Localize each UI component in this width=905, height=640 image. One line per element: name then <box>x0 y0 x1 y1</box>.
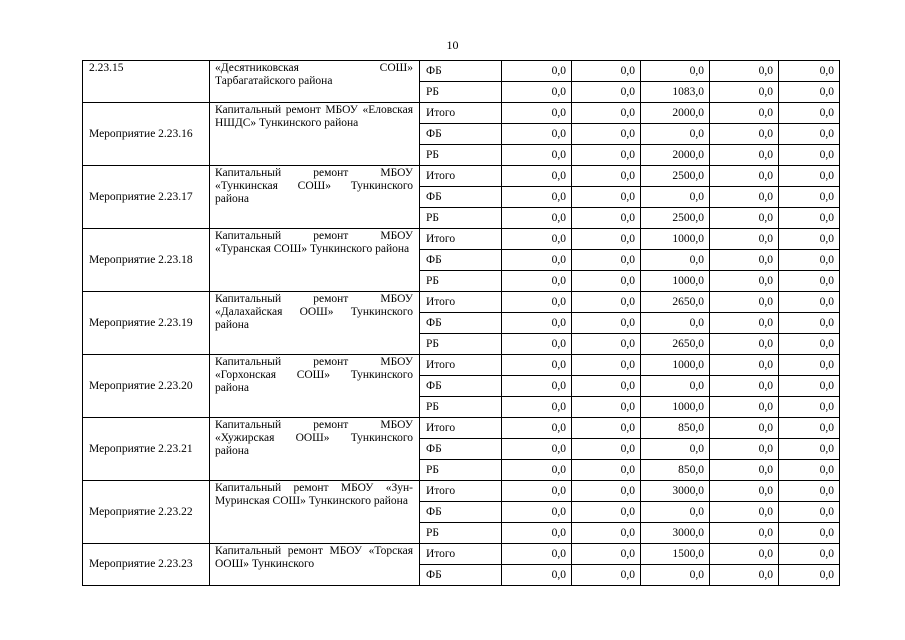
amount-cell: 0,0 <box>572 250 641 271</box>
amount-cell: 0,0 <box>572 124 641 145</box>
event-code-cell: Мероприятие 2.23.17 <box>83 166 210 229</box>
amount-cell: 2000,0 <box>641 103 710 124</box>
table-row <box>83 544 840 565</box>
amount-cell: 0,0 <box>502 250 572 271</box>
amount-cell: 0,0 <box>572 544 641 565</box>
funding-source-cell: ФБ <box>420 565 502 586</box>
amount-cell: 0,0 <box>779 292 840 313</box>
amount-cell: 0,0 <box>502 82 572 103</box>
table-row <box>83 355 840 376</box>
event-description-cell <box>210 355 420 418</box>
funding-source-cell: РБ <box>420 397 502 418</box>
amount-cell: 0,0 <box>710 208 779 229</box>
amount-cell: 0,0 <box>779 397 840 418</box>
funding-source-cell: ФБ <box>420 502 502 523</box>
table-row <box>83 418 840 439</box>
amount-cell: 0,0 <box>502 376 572 397</box>
amount-cell: 0,0 <box>779 61 840 82</box>
table-row <box>83 481 840 502</box>
funding-source-cell: РБ <box>420 145 502 166</box>
event-code-cell: Мероприятие 2.23.16 <box>83 103 210 166</box>
description-line: Тарбагатайского района <box>215 75 333 87</box>
amount-cell: 0,0 <box>572 145 641 166</box>
amount-cell: 0,0 <box>710 187 779 208</box>
amount-cell: 0,0 <box>710 229 779 250</box>
funding-source-cell: ФБ <box>420 250 502 271</box>
amount-cell: 0,0 <box>572 166 641 187</box>
amount-cell: 1000,0 <box>641 355 710 376</box>
amount-cell: 0,0 <box>502 460 572 481</box>
amount-cell: 0,0 <box>641 61 710 82</box>
amount-cell: 0,0 <box>779 271 840 292</box>
amount-cell: 0,0 <box>572 355 641 376</box>
amount-cell: 0,0 <box>779 376 840 397</box>
amount-cell: 0,0 <box>502 271 572 292</box>
funding-source-cell: Итого <box>420 355 502 376</box>
funding-source-cell: ФБ <box>420 439 502 460</box>
description-line <box>215 62 413 75</box>
amount-cell: 0,0 <box>502 523 572 544</box>
event-description-cell <box>210 418 420 481</box>
funding-source-cell: Итого <box>420 166 502 187</box>
funding-source-cell: Итого <box>420 292 502 313</box>
funding-source-cell: ФБ <box>420 187 502 208</box>
amount-cell: 0,0 <box>710 61 779 82</box>
amount-cell: 0,0 <box>779 229 840 250</box>
amount-cell: 0,0 <box>779 313 840 334</box>
amount-cell: 0,0 <box>779 250 840 271</box>
amount-cell: 0,0 <box>710 376 779 397</box>
amount-cell: 0,0 <box>710 481 779 502</box>
amount-cell: 0,0 <box>502 145 572 166</box>
description-text: Капитальный ремонт МБОУ «Еловская НШДС» Тункинского района <box>215 104 413 129</box>
description-text: Капитальный ремонт МБОУ «Туранская СОШ» Тункинского района <box>215 230 413 255</box>
funding-source-cell: РБ <box>420 334 502 355</box>
amount-cell: 0,0 <box>572 229 641 250</box>
amount-cell: 0,0 <box>710 544 779 565</box>
funding-source-cell: РБ <box>420 208 502 229</box>
amount-cell: 0,0 <box>502 565 572 586</box>
amount-cell: 1500,0 <box>641 544 710 565</box>
amount-cell: 0,0 <box>502 292 572 313</box>
amount-cell: 0,0 <box>572 187 641 208</box>
amount-cell: 0,0 <box>710 145 779 166</box>
amount-cell: 0,0 <box>502 103 572 124</box>
funding-source-cell: РБ <box>420 82 502 103</box>
amount-cell: 0,0 <box>641 313 710 334</box>
amount-cell: 0,0 <box>779 418 840 439</box>
amount-cell: 0,0 <box>502 439 572 460</box>
funding-source-cell: РБ <box>420 460 502 481</box>
amount-cell: 0,0 <box>502 418 572 439</box>
amount-cell: 0,0 <box>502 334 572 355</box>
amount-cell: 0,0 <box>710 250 779 271</box>
amount-cell: 0,0 <box>779 523 840 544</box>
amount-cell: 0,0 <box>572 376 641 397</box>
amount-cell: 0,0 <box>779 460 840 481</box>
table-row <box>83 166 840 187</box>
amount-cell: 0,0 <box>641 376 710 397</box>
amount-cell: 0,0 <box>641 565 710 586</box>
funding-source-cell: РБ <box>420 523 502 544</box>
amount-cell: 0,0 <box>502 208 572 229</box>
amount-cell: 0,0 <box>710 82 779 103</box>
amount-cell: 0,0 <box>502 355 572 376</box>
amount-cell: 0,0 <box>710 439 779 460</box>
event-description-cell <box>210 292 420 355</box>
event-description-cell <box>210 229 420 292</box>
amount-cell: 0,0 <box>572 397 641 418</box>
amount-cell: 0,0 <box>502 166 572 187</box>
amount-cell: 0,0 <box>502 502 572 523</box>
amount-cell: 0,0 <box>572 502 641 523</box>
amount-cell: 1083,0 <box>641 82 710 103</box>
funding-source-cell: Итого <box>420 103 502 124</box>
amount-cell: 0,0 <box>779 187 840 208</box>
amount-cell: 0,0 <box>710 124 779 145</box>
amount-cell: 0,0 <box>572 439 641 460</box>
amount-cell: 0,0 <box>779 481 840 502</box>
amount-cell: 0,0 <box>502 544 572 565</box>
page-number: 10 <box>446 38 459 52</box>
amount-cell: 0,0 <box>779 82 840 103</box>
amount-cell: 0,0 <box>502 187 572 208</box>
amount-cell: 0,0 <box>502 124 572 145</box>
description-word: «Десятниковская <box>215 62 299 74</box>
amount-cell: 1000,0 <box>641 271 710 292</box>
amount-cell: 0,0 <box>641 187 710 208</box>
amount-cell: 0,0 <box>710 271 779 292</box>
amount-cell: 0,0 <box>572 103 641 124</box>
amount-cell: 0,0 <box>710 334 779 355</box>
amount-cell: 2500,0 <box>641 208 710 229</box>
funding-source-cell: Итого <box>420 544 502 565</box>
amount-cell: 2000,0 <box>641 145 710 166</box>
budget-table <box>82 60 840 586</box>
event-description-cell <box>210 544 420 586</box>
amount-cell: 0,0 <box>502 229 572 250</box>
description-text: Капитальный ремонт МБОУ «Тункинская СОШ» Тункинского района <box>215 167 413 205</box>
amount-cell: 0,0 <box>641 439 710 460</box>
amount-cell: 0,0 <box>710 292 779 313</box>
funding-source-cell: Итого <box>420 481 502 502</box>
amount-cell: 0,0 <box>779 544 840 565</box>
event-description-cell <box>210 166 420 229</box>
amount-cell: 3000,0 <box>641 481 710 502</box>
event-code-cell: Мероприятие 2.23.18 <box>83 229 210 292</box>
amount-cell: 0,0 <box>710 103 779 124</box>
funding-source-cell: ФБ <box>420 61 502 82</box>
amount-cell: 0,0 <box>779 334 840 355</box>
amount-cell: 2650,0 <box>641 292 710 313</box>
amount-cell: 0,0 <box>779 439 840 460</box>
amount-cell: 3000,0 <box>641 523 710 544</box>
funding-source-cell: ФБ <box>420 376 502 397</box>
amount-cell: 0,0 <box>572 82 641 103</box>
amount-cell: 0,0 <box>710 565 779 586</box>
event-code-cell: Мероприятие 2.23.21 <box>83 418 210 481</box>
amount-cell: 0,0 <box>779 355 840 376</box>
event-description-cell <box>210 61 420 103</box>
amount-cell: 0,0 <box>710 355 779 376</box>
table-row <box>83 229 840 250</box>
amount-cell: 0,0 <box>572 271 641 292</box>
funding-source-cell: Итого <box>420 229 502 250</box>
amount-cell: 1000,0 <box>641 229 710 250</box>
amount-cell: 0,0 <box>502 61 572 82</box>
event-code-cell: Мероприятие 2.23.22 <box>83 481 210 544</box>
description-text: Капитальный ремонт МБОУ «Хужирская ООШ» Тункинского района <box>215 419 413 457</box>
amount-cell: 0,0 <box>710 418 779 439</box>
amount-cell: 0,0 <box>779 565 840 586</box>
event-description-cell <box>210 103 420 166</box>
description-text: Капитальный ремонт МБОУ «Горхонская СОШ» Тункинского района <box>215 356 413 394</box>
amount-cell: 0,0 <box>779 502 840 523</box>
amount-cell: 0,0 <box>710 502 779 523</box>
amount-cell: 0,0 <box>502 481 572 502</box>
amount-cell: 2650,0 <box>641 334 710 355</box>
amount-cell: 0,0 <box>572 292 641 313</box>
amount-cell: 0,0 <box>572 418 641 439</box>
amount-cell: 0,0 <box>641 250 710 271</box>
table-row <box>83 61 840 82</box>
event-code-cell: Мероприятие 2.23.23 <box>83 544 210 586</box>
description-text: Капитальный ремонт МБОУ «Зун-Муринская СОШ» Тункинского района <box>215 482 413 507</box>
funding-source-cell: РБ <box>420 271 502 292</box>
amount-cell: 0,0 <box>641 124 710 145</box>
amount-cell: 0,0 <box>502 397 572 418</box>
amount-cell: 850,0 <box>641 460 710 481</box>
amount-cell: 0,0 <box>779 166 840 187</box>
amount-cell: 0,0 <box>572 460 641 481</box>
amount-cell: 0,0 <box>710 313 779 334</box>
amount-cell: 850,0 <box>641 418 710 439</box>
amount-cell: 0,0 <box>572 313 641 334</box>
amount-cell: 2500,0 <box>641 166 710 187</box>
table-row <box>83 292 840 313</box>
amount-cell: 0,0 <box>710 460 779 481</box>
amount-cell: 0,0 <box>779 208 840 229</box>
amount-cell: 0,0 <box>779 103 840 124</box>
amount-cell: 0,0 <box>572 565 641 586</box>
amount-cell: 0,0 <box>641 502 710 523</box>
description-text: Капитальный ремонт МБОУ «Далахайская ООШ» Тункинского района <box>215 293 413 331</box>
amount-cell: 0,0 <box>779 145 840 166</box>
table-row <box>83 103 840 124</box>
amount-cell: 0,0 <box>572 208 641 229</box>
funding-source-cell: Итого <box>420 418 502 439</box>
event-code-cell: Мероприятие 2.23.19 <box>83 292 210 355</box>
amount-cell: 1000,0 <box>641 397 710 418</box>
amount-cell: 0,0 <box>572 523 641 544</box>
table-body <box>83 61 840 586</box>
funding-source-cell: ФБ <box>420 313 502 334</box>
funding-source-cell: ФБ <box>420 124 502 145</box>
description-text: Капитальный ремонт МБОУ «Торская ООШ» Тункинского <box>215 545 413 570</box>
amount-cell: 0,0 <box>710 397 779 418</box>
amount-cell: 0,0 <box>502 313 572 334</box>
amount-cell: 0,0 <box>779 124 840 145</box>
amount-cell: 0,0 <box>710 166 779 187</box>
event-code-cell: Мероприятие 2.23.20 <box>83 355 210 418</box>
amount-cell: 0,0 <box>572 334 641 355</box>
amount-cell: 0,0 <box>572 61 641 82</box>
event-code-cell: 2.23.15 <box>83 61 210 103</box>
event-description-cell <box>210 481 420 544</box>
amount-cell: 0,0 <box>710 523 779 544</box>
description-word: СОШ» <box>379 62 413 74</box>
amount-cell: 0,0 <box>572 481 641 502</box>
